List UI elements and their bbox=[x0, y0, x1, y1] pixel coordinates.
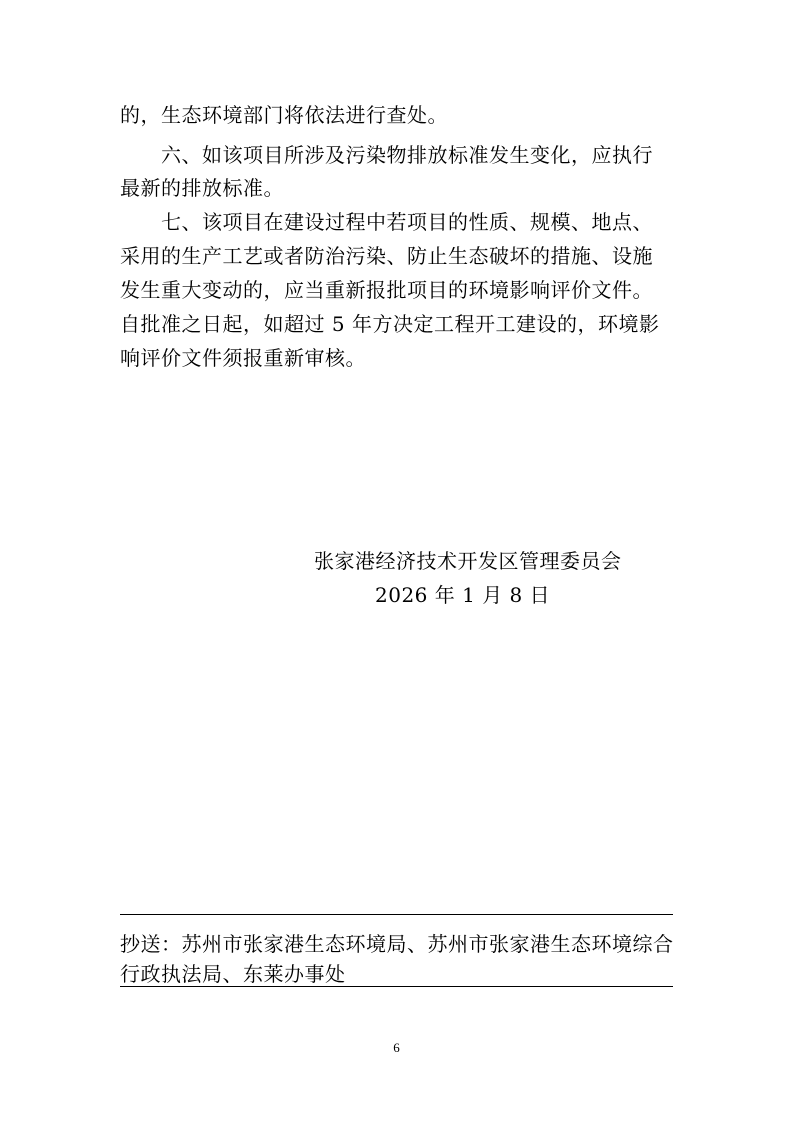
signature-date: 2026 年 1 月 8 日 bbox=[375, 583, 551, 607]
body-line-3: 最新的排放标准。 bbox=[120, 176, 284, 200]
cc-line-1: 抄送：苏州市张家港生态环境局、苏州市张家港生态环境综合 bbox=[120, 932, 674, 956]
cc-line-2: 行政执法局、东莱办事处 bbox=[120, 962, 346, 986]
body-line-7: 自批准之日起，如超过 5 年方决定工程开工建设的，环境影 bbox=[120, 312, 660, 336]
cc-top-rule bbox=[120, 914, 673, 915]
signature-org: 张家港经济技术开发区管理委员会 bbox=[314, 549, 622, 573]
body-line-1: 的，生态环境部门将依法进行查处。 bbox=[120, 103, 448, 127]
body-line-4: 七、该项目在建设过程中若项目的性质、规模、地点、 bbox=[120, 210, 653, 234]
cc-bottom-rule bbox=[120, 986, 673, 987]
page-number: 6 bbox=[393, 1040, 400, 1055]
body-line-5: 采用的生产工艺或者防治污染、防止生态破坏的措施、设施 bbox=[120, 244, 653, 268]
body-line-8: 响评价文件须报重新审核。 bbox=[120, 346, 366, 370]
body-line-6: 发生重大变动的，应当重新报批项目的环境影响评价文件。 bbox=[120, 278, 653, 302]
body-line-2: 六、如该项目所涉及污染物排放标准发生变化，应执行 bbox=[120, 143, 653, 167]
